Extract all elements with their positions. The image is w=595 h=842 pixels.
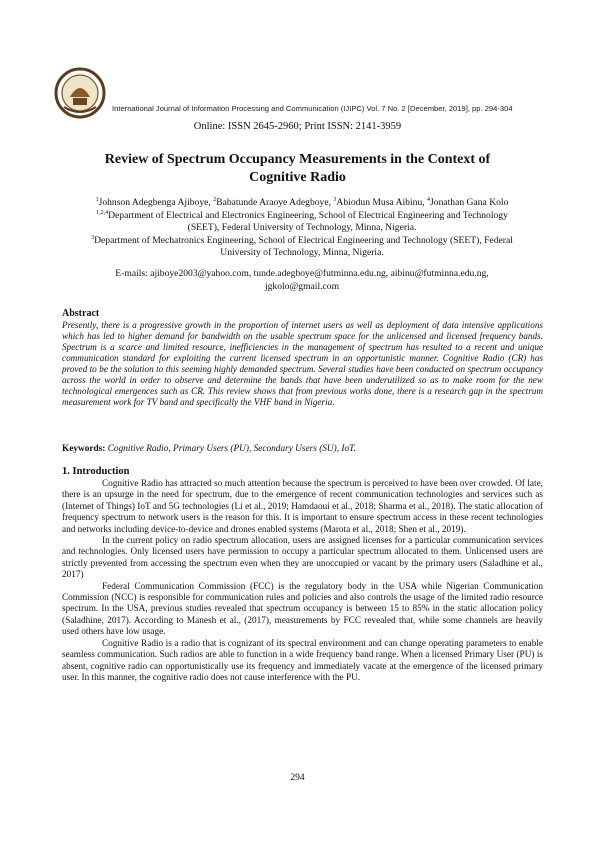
keywords-label: Keywords: — [62, 444, 106, 454]
page-number: 294 — [290, 773, 305, 783]
title-line-2: Cognitive Radio — [249, 170, 346, 185]
issn-line: Online: ISSN 2645-2960; Print ISSN: 2141-3959 — [193, 121, 402, 132]
abstract-heading: Abstract — [62, 308, 100, 319]
title-line-1: Review of Spectrum Occupancy Measurements in the Context of — [104, 152, 491, 167]
journal-logo — [54, 67, 106, 119]
author-block — [62, 197, 542, 260]
paragraph-2: In the current policy on radio spectrum allocation, users are assigned licenses for a particular communication services and technologies. Only licensed users have permission to occupy a particular spectrum allocated to them. Unlicensed users are strictly prevented from accessing the spectrum even when they are unoccupied or vacant by the primary users (Saladhine et al., 2017) — [62, 536, 543, 581]
paragraph-1: Cognitive Radio has attracted so much attention because the spectrum is perceived to have been over crowded. Of late, there is an upsurge in the need for spectrum, due to the emergence of recent communication technologies and services such as (Internet of Things) IoT and 5G technologies (Li et al., 2019; Hamdaoui et al., 2018; Sharma et al., 2018). The static allocation of frequency spectrum to network users is the reason for this. It is important to ensure spectrum access in these recent technologies and networks including device-to-device and drones enabled systems (Marota et al., 2018; Shen et al., 2019). — [62, 479, 543, 535]
keywords — [62, 444, 543, 454]
affiliation-1: $^{1,2,4}$Department of Electrical and Electronics Engineering, School of Electrical Engineering and Technology (SEET), Federal University of Technology, Minna, Nigeria. — [96, 209, 508, 234]
abstract-text: Presently, there is a progressive growth in the proportion of internet users as well as deployment of data intensive applications which has led to higher demand for bandwidth on the usable spectrum space for the unlicensed and licensed frequency bands. Spectrum is a scarce and limited resource, inefficiencies in the management of spectrum has resulted to a recent and unique communication standard for exploiting the current licensed spectrum in an opportunistic manner. Cognitive Radio (CR) has proved to be the solution to this seeming highly demanded spectrum. Several studies have been conducted on spectrum occupancy across the world in order to observe and determine the bands that have been underutilized so as to make room for the new technological emergences such as CR. This review shows that from previous works done, there is a research gap in the spectrum measurement work for TV band and specifically the VHF band in Nigeria. — [62, 320, 543, 408]
introduction-body — [62, 479, 543, 684]
paragraph-4: Cognitive Radio is a radio that is cognizant of its spectral environment and can change operating parameters to enable seamless communication. Such radios are able to function in a wide frequency band range. When a licensed Primary User (PU) is absent, cognitive radio can opportunistically use its frequency and immediately vacate at the emergence of the licensed primary user. In this manner, the cognitive radio does not cause interference with the PU. — [62, 638, 543, 683]
paragraph-3: Federal Communication Commission (FCC) is the regulatory body in the USA while Nigerian Communication Commission (NCC) is responsible for communication rules and policies and also controls the usage of the limited radio resource spectrum. In the USA, previous studies revealed that spectrum occupancy is between 15 to 85% in the static allocation policy (Saladhine, 2017). According to Manesh et al., (2017), measurements by FCC revealed that, while some channels are heavily used others have low usage. — [62, 581, 543, 638]
section-heading-introduction: 1. Introduction — [62, 466, 130, 477]
email-list: E-mails: ajiboye2003@yahoo.com, tunde.adegboye@futminna.edu.ng, aibinu@futminna.edu.ng, jgkolo@gmail.com — [115, 268, 489, 292]
author-list: $^1$Johnson Adegbenga Ajiboye, $^2$Babatunde Araoye Adegboye, $^3$Abiodun Musa Aibinu, $^4$Jonathan Gana Kolo — [95, 196, 509, 208]
paper-title — [60, 151, 535, 187]
affiliation-2: $^3$Department of Mechatronics Engineering, School of Electrical Engineering and Technology (SEET), Federal University of Technology, Minna, Nigeria. — [91, 234, 513, 259]
journal-header: International Journal of Information Processing and Communication (IJIPC) Vol. 7 No. 2 [December, 2019], pp. 294-304 — [112, 104, 513, 113]
keywords-text: Cognitive Radio, Primary Users (PU), Secondary Users (SU), IoT. — [107, 444, 356, 454]
